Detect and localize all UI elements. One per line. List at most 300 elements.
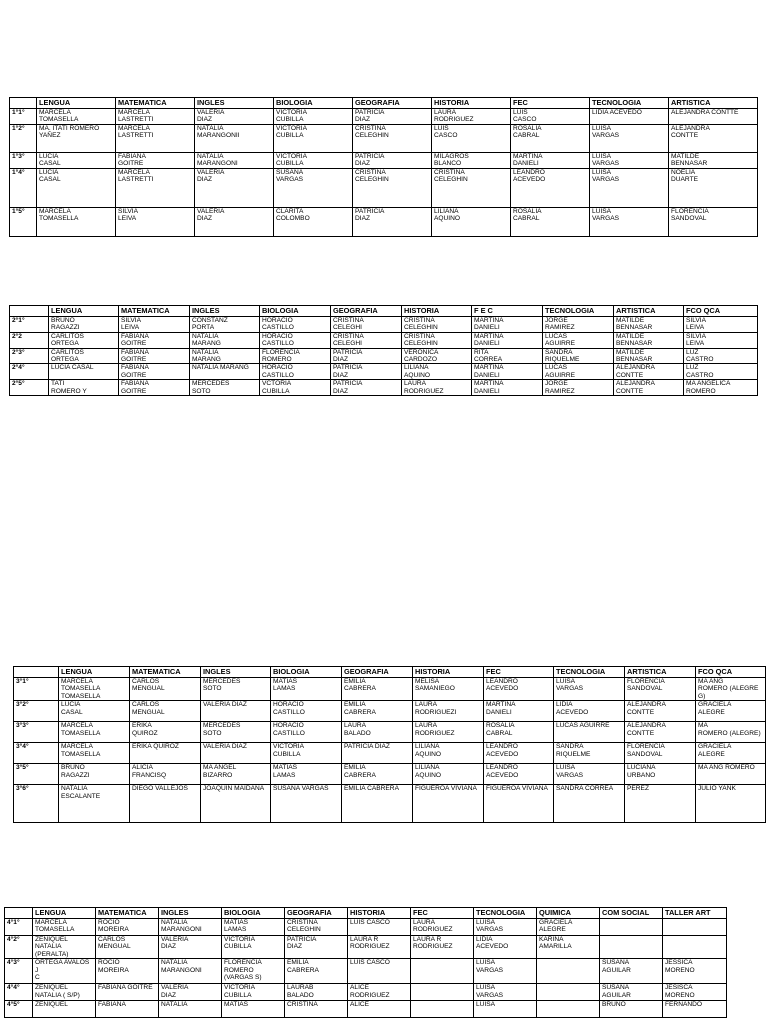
header-subject: ARTISTICA — [625, 667, 696, 678]
course-cell: 4°5° — [5, 1001, 33, 1018]
teacher-cell: NATALIA MARANG — [190, 348, 260, 364]
course-cell: 2°4° — [10, 364, 49, 380]
header-subject: FEC — [411, 908, 474, 919]
teacher-cell: VICTORIA CUBILLA — [274, 109, 353, 125]
header-subject: LENGUA — [59, 667, 130, 678]
teacher-cell: LEANDRO ACEVEDO — [484, 678, 554, 701]
teacher-cell: HORACIO CASTILLO — [271, 722, 342, 743]
table-header-row — [14, 667, 766, 678]
table-row — [14, 722, 766, 743]
teacher-cell: MILAGROS BLANCO — [432, 152, 511, 168]
teacher-cell: VICTORIA CUBILLA — [222, 984, 285, 1001]
teacher-cell: ZENIQUEL NATALIA (PERALTA) — [33, 936, 96, 959]
teacher-cell: SUSANA AGUILAR — [600, 959, 663, 984]
teacher-cell: LEANDRO ACEVEDO — [484, 764, 554, 785]
teacher-cell — [411, 959, 474, 984]
teacher-cell: VALERIA DIAZ — [159, 984, 222, 1001]
teacher-cell — [600, 936, 663, 959]
header-subject: TECNOLOGIA — [590, 98, 669, 109]
teacher-cell: LAURA RODRIGUEZ — [402, 380, 472, 396]
teacher-cell: VICTORIA CUBILLA — [274, 124, 353, 152]
teacher-cell: LUCAS AGUIRRE — [554, 722, 625, 743]
table-row — [10, 364, 758, 380]
teacher-cell: ALICIA FRANCISQ — [130, 764, 201, 785]
teacher-cell: CARLOS MENGUAL — [96, 936, 159, 959]
teacher-cell: LAURA RODRIGUEZ — [432, 109, 511, 125]
table-row — [10, 124, 758, 152]
teacher-cell: LUISA VARGAS — [590, 207, 669, 236]
header-subject: LENGUA — [37, 98, 116, 109]
teacher-cell: JORGE RAMIREZ — [543, 380, 614, 396]
teacher-cell: FIGUEROA VIVIANA — [484, 785, 554, 823]
teacher-cell: SUSANA VARGAS — [271, 785, 342, 823]
table-row — [5, 936, 727, 959]
table-row — [10, 152, 758, 168]
teacher-cell: LUCAS AGUIRRE — [543, 332, 614, 348]
table-row — [5, 984, 727, 1001]
course-cell: 2°3° — [10, 348, 49, 364]
teacher-cell: PATRICIA DIAZ — [285, 936, 348, 959]
teacher-cell: FLORENCIA ROMERO (VARGAS S) — [222, 959, 285, 984]
teacher-cell: ALICE RODRIGUEZ — [348, 984, 411, 1001]
course-cell: 3°1° — [14, 678, 59, 701]
schedule-table-2 — [9, 305, 758, 396]
header-subject: HISTORIA — [402, 306, 472, 317]
teacher-cell: CARLITOS ORTEGA — [49, 348, 119, 364]
header-subject: COM SOCIAL — [600, 908, 663, 919]
teacher-cell: VICTORIA CUBILLA — [222, 936, 285, 959]
teacher-cell: ALEJANDRA CONTTE — [669, 109, 758, 125]
header-course — [10, 98, 37, 109]
teacher-cell: JULIO YANK — [696, 785, 766, 823]
teacher-cell: VICTORIA CUBILLA — [271, 743, 342, 764]
teacher-cell: VALERIA DIAZ — [195, 109, 274, 125]
teacher-cell: LUIS CASCO — [348, 919, 411, 936]
teacher-cell: MA ANGELICA ROMERO — [684, 380, 758, 396]
teacher-cell — [537, 959, 600, 984]
teacher-cell: LUISA VARGAS — [554, 764, 625, 785]
teacher-cell: MATIAS — [222, 1001, 285, 1018]
teacher-cell: MA. ITATI ROMERO YAÑEZ — [37, 124, 116, 152]
header-subject: GEOGRAFIA — [353, 98, 432, 109]
teacher-cell: VCTORIA CUBILLA — [260, 380, 331, 396]
teacher-cell: SILVIA LEIVA — [684, 332, 758, 348]
teacher-cell: EMILIA CABRERA — [285, 959, 348, 984]
teacher-cell: NATALIA MARANGONI — [159, 919, 222, 936]
teacher-cell: LUISA VARGAS — [474, 959, 537, 984]
teacher-cell: NATALIA — [159, 1001, 222, 1018]
teacher-cell: JESISCA MORENO — [663, 984, 727, 1001]
table-row — [14, 764, 766, 785]
course-cell: 2°2 — [10, 332, 49, 348]
teacher-cell: GRACIELA ALEGRE — [696, 701, 766, 722]
teacher-cell: MARCELA TOMASELLA TOMASELLA — [59, 678, 130, 701]
teacher-cell: SILVIA LEIVA — [119, 317, 190, 333]
teacher-cell: CARLOS MENGUAL — [130, 701, 201, 722]
teacher-cell: LAURA RODRIGUEZ — [413, 722, 484, 743]
table-row — [5, 1001, 727, 1018]
teacher-cell: BRUNO — [600, 1001, 663, 1018]
teacher-cell: PATRICIA DIAZ — [331, 348, 402, 364]
teacher-cell: LUZ CASTRO — [684, 348, 758, 364]
teacher-cell: ALEJANDRA CONTTE — [625, 722, 696, 743]
teacher-cell: FABIANA GOITRE — [119, 364, 190, 380]
teacher-cell: LUIS CASCO — [348, 959, 411, 984]
teacher-cell: JORGE RAMIREZ — [543, 317, 614, 333]
header-subject: LENGUA — [49, 306, 119, 317]
teacher-cell: LUIS CASCO — [511, 109, 590, 125]
header-subject: F E C — [472, 306, 543, 317]
teacher-cell: CARLOS MENGUAL — [130, 678, 201, 701]
teacher-cell — [600, 919, 663, 936]
teacher-cell: HORACIO CASTILLO — [260, 317, 331, 333]
teacher-cell: LUCIANA URBANO — [625, 764, 696, 785]
course-cell: 3°2° — [14, 701, 59, 722]
teacher-cell: JESSICA MORENO — [663, 959, 727, 984]
course-cell: 4°3° — [5, 959, 33, 984]
teacher-cell: MERCEDES SOTO — [201, 678, 271, 701]
teacher-cell: FABIANA GOITRE — [96, 984, 159, 1001]
header-subject: BIOLOGIA — [274, 98, 353, 109]
teacher-cell: TATI ROMERO Y — [49, 380, 119, 396]
schedule-table-3 — [13, 666, 766, 823]
teacher-cell: FABIANA GOITRE — [119, 380, 190, 396]
teacher-cell: LUISA VARGAS — [590, 152, 669, 168]
header-subject: HISTORIA — [432, 98, 511, 109]
teacher-cell: MARCELA TOMASELLA — [37, 109, 116, 125]
teacher-cell: LEANDRO ACEVEDO — [511, 168, 590, 207]
teacher-cell: LIDIA ACEVEDO — [590, 109, 669, 125]
teacher-cell: LAURA BALADO — [342, 722, 413, 743]
teacher-cell: MATILDE BENNASAR — [614, 348, 684, 364]
teacher-cell: VALERIA DIAZ — [195, 168, 274, 207]
teacher-cell: GRACIELA ALEGRE — [696, 743, 766, 764]
header-subject: GEOGRAFIA — [285, 908, 348, 919]
teacher-cell: GRACIELA ALEGRE — [537, 919, 600, 936]
teacher-cell: NATALIA ESCALANTE — [59, 785, 130, 823]
teacher-cell: MATILDE BENNASAR — [614, 317, 684, 333]
teacher-cell: LIDIA ACEVEDO — [554, 701, 625, 722]
teacher-cell: PATRICIA DIAZ — [342, 743, 413, 764]
teacher-cell: HORACIO CASTILLO — [271, 701, 342, 722]
teacher-cell: LILIANA AQUINO — [432, 207, 511, 236]
teacher-cell: MATILDE BENNASAR — [669, 152, 758, 168]
teacher-cell: LIDIA ACEVEDO — [474, 936, 537, 959]
teacher-cell: EMILIA CABRERA — [342, 764, 413, 785]
teacher-cell: LUIS CASCO — [432, 124, 511, 152]
teacher-cell: LUCIA CASAL — [37, 152, 116, 168]
teacher-cell: MERCEDES SOTO — [190, 380, 260, 396]
teacher-cell: ROCIO MOREIRA — [96, 959, 159, 984]
header-subject: INGLES — [190, 306, 260, 317]
teacher-cell: MARTINA DANIELI — [472, 332, 543, 348]
teacher-cell: MA ROMERO (ALEGRE) — [696, 722, 766, 743]
teacher-cell: MARCELA TOMASELLA — [59, 722, 130, 743]
course-cell: 2°5° — [10, 380, 49, 396]
teacher-cell: BRUNO RAGAZZI — [49, 317, 119, 333]
teacher-cell: SILVIA LEIVA — [684, 317, 758, 333]
teacher-cell: CRISTINA — [285, 1001, 348, 1018]
table-row — [14, 678, 766, 701]
teacher-cell: CARLITOS ORTEGA — [49, 332, 119, 348]
course-cell: 3°5° — [14, 764, 59, 785]
teacher-cell: MATILDE BENNASAR — [614, 332, 684, 348]
header-subject: LENGUA — [33, 908, 96, 919]
header-subject: FEC — [484, 667, 554, 678]
course-cell: 3°4° — [14, 743, 59, 764]
header-course — [10, 306, 49, 317]
teacher-cell: FABIANA GOITRE — [116, 152, 195, 168]
course-cell: 3°3° — [14, 722, 59, 743]
teacher-cell: NATALIA MARANGONI — [195, 152, 274, 168]
teacher-cell: PATRICIA DIAZ — [353, 109, 432, 125]
teacher-cell — [663, 936, 727, 959]
teacher-cell: MATIAS LAMAS — [271, 764, 342, 785]
teacher-cell: LILIANA AQUINO — [413, 743, 484, 764]
teacher-cell: VALERIA DIAZ — [159, 936, 222, 959]
teacher-cell: LUISA VARGAS — [590, 168, 669, 207]
course-cell: 1°1° — [10, 109, 37, 125]
teacher-cell: MATIAS LAMAS — [222, 919, 285, 936]
teacher-cell: ROSALIA CABRAL — [511, 207, 590, 236]
header-course — [5, 908, 33, 919]
header-subject: MATEMATICA — [116, 98, 195, 109]
teacher-cell: MARCELA LASTRETTI — [116, 109, 195, 125]
teacher-cell: LILIANA AQUINO — [402, 364, 472, 380]
teacher-cell: PATRICIA DIAZ — [331, 380, 402, 396]
header-subject: MATEMATICA — [119, 306, 190, 317]
teacher-cell: FIGUEROA VIVIANA — [413, 785, 484, 823]
teacher-cell: LUCAS AGUIRRE — [543, 364, 614, 380]
table-header-row — [10, 98, 758, 109]
teacher-cell: MERCEDES SOTO — [201, 722, 271, 743]
teacher-cell: LAURAB BALADO — [285, 984, 348, 1001]
teacher-cell: PEREZ — [625, 785, 696, 823]
teacher-cell: NATALIA MARANGONII — [195, 124, 274, 152]
table-row — [5, 919, 727, 936]
teacher-cell: ALICE — [348, 1001, 411, 1018]
header-subject: GEOGRAFIA — [342, 667, 413, 678]
teacher-cell: MARTINA DANIELI — [472, 317, 543, 333]
teacher-cell — [411, 1001, 474, 1018]
teacher-cell: MARCELA TOMASELLA — [37, 207, 116, 236]
teacher-cell: VERONICA CARDOZO — [402, 348, 472, 364]
teacher-cell: LAURA RODRIGUEZI — [413, 701, 484, 722]
course-cell: 1°2° — [10, 124, 37, 152]
teacher-cell: LUISA VARGAS — [474, 919, 537, 936]
header-subject: BIOLOGIA — [222, 908, 285, 919]
teacher-cell: ALEJANDRA CONTTE — [614, 364, 684, 380]
teacher-cell: CRISTINA CELEGHIN — [353, 124, 432, 152]
teacher-cell: SUSANA AGUILAR — [600, 984, 663, 1001]
teacher-cell: LAURA R RODRIGUEZ — [348, 936, 411, 959]
table-header-row — [10, 306, 758, 317]
teacher-cell: LUZ CASTRO — [684, 364, 758, 380]
course-cell: 4°1° — [5, 919, 33, 936]
teacher-cell: LUISA VARGAS — [590, 124, 669, 152]
teacher-cell: DIEGO VALLEJOS — [130, 785, 201, 823]
table-header-row — [5, 908, 727, 919]
teacher-cell: ERIKA QUIROZ — [130, 743, 201, 764]
teacher-cell: LUCIA CASAL — [49, 364, 119, 380]
teacher-cell: SILVIA LEIVA — [116, 207, 195, 236]
header-subject: TECNOLOGIA — [554, 667, 625, 678]
teacher-cell: CRISTINA CELEGHI — [331, 332, 402, 348]
table-row — [14, 743, 766, 764]
teacher-cell: MARTINA DANIELI — [472, 380, 543, 396]
teacher-cell: EMILIA CABRERA — [342, 785, 413, 823]
teacher-cell: CLARITA COLOMBO — [274, 207, 353, 236]
table-row — [10, 109, 758, 125]
teacher-cell: ERIKA QUIROZ — [130, 722, 201, 743]
table-row — [14, 785, 766, 823]
teacher-cell: ROSALIA CABRAL — [511, 124, 590, 152]
teacher-cell: PATRICIA DIAZ — [331, 364, 402, 380]
header-subject: QUIMICA — [537, 908, 600, 919]
teacher-cell: MARCELA LASTRETTI — [116, 168, 195, 207]
course-cell: 4°4° — [5, 984, 33, 1001]
teacher-cell: MARCELA TOMASELLA — [59, 743, 130, 764]
header-subject: BIOLOGIA — [260, 306, 331, 317]
header-subject: BIOLOGIA — [271, 667, 342, 678]
teacher-cell: FERNANDO — [663, 1001, 727, 1018]
teacher-cell: PATRICIA DIAZ — [353, 152, 432, 168]
teacher-cell: FLORENCIA SANDOVAL — [625, 678, 696, 701]
teacher-cell: CONSTANZ PORTA — [190, 317, 260, 333]
teacher-cell: CRISTINA CELEGHIN — [402, 317, 472, 333]
teacher-cell: LAURA RODRIGUEZ — [411, 919, 474, 936]
teacher-cell: HORACIO CASTILLO — [260, 332, 331, 348]
teacher-cell: CRISTINA CELEGHIN — [402, 332, 472, 348]
teacher-cell: MELISA SAMANIEGO — [413, 678, 484, 701]
table-row — [14, 701, 766, 722]
teacher-cell: VICTORIA CUBILLA — [274, 152, 353, 168]
teacher-cell: RITA CORREA — [472, 348, 543, 364]
teacher-cell: BRUNO RAGAZZI — [59, 764, 130, 785]
teacher-cell: ROSALIA CABRAL — [484, 722, 554, 743]
table-row — [10, 380, 758, 396]
teacher-cell: MARTINA DANIELI — [511, 152, 590, 168]
teacher-cell: NATALIA MARANG — [190, 332, 260, 348]
teacher-cell: ALEJANDRA CONTTE — [669, 124, 758, 152]
teacher-cell: CRISTINA CELEGHIN — [285, 919, 348, 936]
teacher-cell: FLORENCIA ROMERO — [260, 348, 331, 364]
header-subject: TECNOLOGIA — [543, 306, 614, 317]
teacher-cell: VALERIA DIAZ — [201, 701, 271, 722]
header-subject: FEC — [511, 98, 590, 109]
teacher-cell: ROCIO MOREIRA — [96, 919, 159, 936]
course-cell: 1°3° — [10, 152, 37, 168]
teacher-cell: MARCELA TOMASELLA — [33, 919, 96, 936]
teacher-cell: NOELIA DUARTE — [669, 168, 758, 207]
schedule-table-4 — [4, 907, 727, 1018]
teacher-cell: MARTINA DANIELI — [472, 364, 543, 380]
teacher-cell: HORACIO CASTILLO — [260, 364, 331, 380]
header-subject: MATEMATICA — [96, 908, 159, 919]
teacher-cell: MA ANGEL BIZARRO — [201, 764, 271, 785]
header-subject: MATEMATICA — [130, 667, 201, 678]
teacher-cell: NATALIA MARANGONI — [159, 959, 222, 984]
header-subject: ARTISTICA — [669, 98, 758, 109]
teacher-cell: ALEJANDRA CONTTE — [614, 380, 684, 396]
teacher-cell: MARCELA LASTRETTI — [116, 124, 195, 152]
teacher-cell: FLORENCIA SANDOVAL — [625, 743, 696, 764]
teacher-cell: MARTINA DANIELI — [484, 701, 554, 722]
teacher-cell: ZENIQUEL — [33, 1001, 96, 1018]
teacher-cell: LUISA — [474, 1001, 537, 1018]
course-cell: 4°2° — [5, 936, 33, 959]
teacher-cell: SANDRA RIQUELME — [554, 743, 625, 764]
teacher-cell: ZENIQUEL NATALIA ( S/P) — [33, 984, 96, 1001]
header-subject: GEOGRAFIA — [331, 306, 402, 317]
teacher-cell — [411, 984, 474, 1001]
course-cell: 3°6° — [14, 785, 59, 823]
teacher-cell: VALERIA DIAZ — [201, 743, 271, 764]
teacher-cell: CRISTINA CELEGHIN — [353, 168, 432, 207]
teacher-cell — [663, 919, 727, 936]
teacher-cell: VALERIA DIAZ — [195, 207, 274, 236]
header-subject: FCO QCA — [684, 306, 758, 317]
teacher-cell: LAURA R RODRIGUEZ — [411, 936, 474, 959]
teacher-cell: CRISTINA CELEGHI — [331, 317, 402, 333]
table-row — [10, 332, 758, 348]
teacher-cell: LUISA VARGAS — [474, 984, 537, 1001]
teacher-cell: FABIANA GOITRE — [119, 348, 190, 364]
teacher-cell: JOAQUIN MAIDANA — [201, 785, 271, 823]
teacher-cell: SANDRA RIQUELME — [543, 348, 614, 364]
header-subject: TALLER ART — [663, 908, 727, 919]
teacher-cell: FLORENCIA SANDOVAL — [669, 207, 758, 236]
teacher-cell: NATALIA MARANG — [190, 364, 260, 380]
teacher-cell: LUISA VARGAS — [554, 678, 625, 701]
header-subject: HISTORIA — [348, 908, 411, 919]
teacher-cell — [537, 1001, 600, 1018]
teacher-cell: LEANDRO ACEVEDO — [484, 743, 554, 764]
teacher-cell: LUCIA CASAL — [59, 701, 130, 722]
header-subject: INGLES — [195, 98, 274, 109]
teacher-cell: FABIANA — [96, 1001, 159, 1018]
course-cell: 2°1° — [10, 317, 49, 333]
teacher-cell: EMILIA CABRERA — [342, 701, 413, 722]
teacher-cell: MATIAS LAMAS — [271, 678, 342, 701]
header-subject: HISTORIA — [413, 667, 484, 678]
schedule-table-1 — [9, 97, 758, 237]
header-subject: TECNOLOGIA — [474, 908, 537, 919]
teacher-cell: ORTEGA AVALOS J C — [33, 959, 96, 984]
teacher-cell: PATRICIA DIAZ — [353, 207, 432, 236]
header-subject: INGLES — [159, 908, 222, 919]
header-subject: ARTISTICA — [614, 306, 684, 317]
teacher-cell: LUCIA CASAL — [37, 168, 116, 207]
table-row — [10, 348, 758, 364]
header-subject: INGLES — [201, 667, 271, 678]
table-row — [10, 317, 758, 333]
header-course — [14, 667, 59, 678]
header-subject: FCO QCA — [696, 667, 766, 678]
teacher-cell: EMILIA CABRERA — [342, 678, 413, 701]
teacher-cell: CRISTINA CELEGHIN — [432, 168, 511, 207]
teacher-cell: FABIANA GOITRE — [119, 332, 190, 348]
teacher-cell: MA ANG ROMERO — [696, 764, 766, 785]
teacher-cell: SUSANA VARGAS — [274, 168, 353, 207]
teacher-cell: LILIANA AQUINO — [413, 764, 484, 785]
table-row — [10, 207, 758, 236]
table-row — [5, 959, 727, 984]
teacher-cell: KARINA AMARILLA — [537, 936, 600, 959]
course-cell: 1°4° — [10, 168, 37, 207]
teacher-cell: SANDRA CORREA — [554, 785, 625, 823]
table-row — [10, 168, 758, 207]
